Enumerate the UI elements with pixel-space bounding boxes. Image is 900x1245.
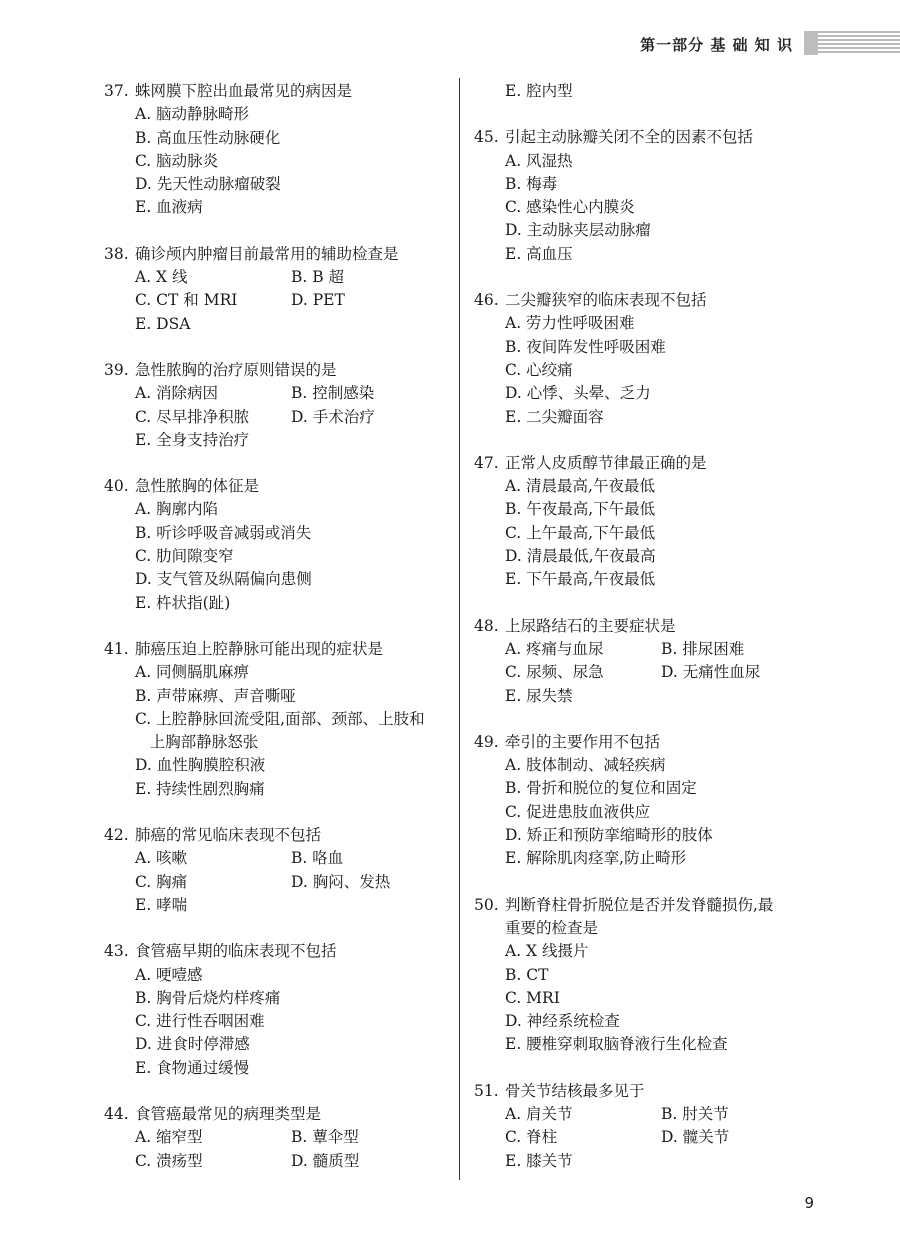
question-option: A. 清晨最高,午夜最低 (505, 477, 655, 496)
question-option: A. 同侧膈肌麻痹 (135, 663, 250, 682)
question-stem (104, 824, 454, 847)
question-option: E. 食物通过缓慢 (135, 1058, 250, 1077)
question-option: B. 胸骨后烧灼样疼痛 (135, 988, 281, 1007)
question-option: E. 膝关节 (505, 1151, 573, 1170)
question-option: D. 支气管及纵隔偏向患侧 (135, 570, 312, 589)
question-number: 47. (474, 453, 499, 472)
header-decoration-block (804, 31, 818, 55)
question-option: B. 肘关节 (661, 1104, 729, 1123)
question-option: D. 手术治疗 (291, 407, 375, 426)
question-option: A. 肩关节 (505, 1104, 573, 1123)
question-option: D. 神经系统检查 (505, 1012, 620, 1031)
question-item (104, 638, 454, 801)
question-number: 43. (104, 942, 129, 961)
question-option: A. 胸廓内陷 (135, 500, 219, 519)
question-option: A. 肢体制动、减轻疾病 (505, 756, 666, 775)
question-option: D. 进食时停滞感 (135, 1035, 250, 1054)
question-option: C. 上腔静脉回流受阻,面部、颈部、上肢和 (135, 709, 425, 728)
question-option-row (474, 661, 854, 684)
question-option: A. 风湿热 (505, 151, 573, 170)
question-option: B. 咯血 (291, 849, 344, 868)
question-option: E. 哮喘 (135, 895, 188, 914)
question-text: 蛛网膜下腔出血最常见的病因是 (135, 82, 353, 100)
question-text-continued: 重要的检查是 (505, 918, 599, 937)
question-option: D. 矫正和预防挛缩畸形的肢体 (505, 826, 713, 845)
question-option: E. 全身支持治疗 (135, 430, 250, 449)
question-text: 食管癌早期的临床表现不包括 (135, 942, 337, 961)
question-stem (474, 289, 854, 312)
question-option: A. 缩窄型 (135, 1128, 203, 1147)
question-number: 42. (104, 826, 129, 845)
question-option: B. 控制感染 (291, 384, 375, 403)
question-option: C. 尽早排净积脓 (135, 407, 250, 426)
question-number: 44. (104, 1104, 129, 1123)
question-option: E. 二尖瓣面容 (505, 407, 604, 426)
question-option-row (104, 1150, 454, 1173)
question-option-row (104, 1126, 454, 1149)
question-option: E. 解除肌肉痉挛,防止畸形 (505, 849, 687, 868)
question-option: C. CT 和 MRI (135, 291, 238, 310)
question-option: E. 腔内型 (505, 82, 573, 100)
question-text: 牵引的主要作用不包括 (505, 732, 661, 751)
question-item (104, 475, 454, 615)
question-option: B. 骨折和脱位的复位和固定 (505, 779, 697, 798)
question-stem (474, 1080, 854, 1103)
question-option: A. 疼痛与血尿 (505, 639, 604, 658)
question-item (104, 80, 454, 220)
question-option: A. 脑动静脉畸形 (135, 105, 250, 124)
question-number: 39. (104, 360, 129, 379)
question-item (104, 1103, 454, 1173)
right-column (474, 80, 854, 1173)
question-option: B. 高血压性动脉硬化 (135, 128, 281, 147)
question-option: E. 尿失禁 (505, 686, 573, 705)
question-item (104, 359, 454, 452)
question-text: 确诊颅内肿瘤目前最常用的辅助检查是 (135, 244, 399, 263)
question-option: A. 劳力性呼吸困难 (505, 314, 635, 333)
question-option: C. 进行性吞咽困难 (135, 1012, 265, 1031)
question-option: E. 腰椎穿刺取脑脊液行生化检查 (505, 1035, 728, 1054)
header-decoration-lines (818, 31, 900, 55)
question-option: D. 血性胸膜腔积液 (135, 756, 266, 775)
question-option: C. 促进患肢血液供应 (505, 802, 651, 821)
question-text: 骨关节结核最多见于 (505, 1081, 645, 1100)
question-option: B. 声带麻痹、声音嘶哑 (135, 686, 296, 705)
question-option: B. 听诊呼吸音减弱或消失 (135, 523, 312, 542)
question-text: 急性脓胸的治疗原则错误的是 (135, 360, 337, 379)
question-text: 食管癌最常见的病理类型是 (135, 1104, 322, 1123)
question-text: 肺癌的常见临床表现不包括 (135, 826, 322, 845)
question-item (474, 1080, 854, 1173)
question-number: 48. (474, 616, 499, 635)
question-option: D. 无痛性血尿 (661, 663, 761, 682)
continued-option-block (474, 80, 854, 103)
question-option: B. CT (505, 965, 549, 984)
question-option-row (104, 847, 454, 870)
question-option: B. 排尿困难 (661, 639, 745, 658)
question-option: C. 脊柱 (505, 1128, 558, 1147)
question-item (104, 243, 454, 336)
question-option: A. X 线 (135, 268, 188, 287)
question-option-row (104, 382, 454, 405)
question-text: 正常人皮质醇节律最正确的是 (505, 453, 707, 472)
question-number: 38. (104, 244, 129, 263)
question-option: E. 持续性剧烈胸痛 (135, 779, 265, 798)
question-stem (104, 638, 454, 661)
question-option: D. 髋关节 (661, 1128, 730, 1147)
question-option: A. X 线摄片 (505, 942, 589, 961)
question-option: D. 髓质型 (291, 1151, 360, 1170)
question-option-row (474, 638, 854, 661)
question-number: 40. (104, 477, 129, 496)
question-number: 46. (474, 291, 499, 310)
question-stem (474, 615, 854, 638)
question-option: B. 梅毒 (505, 174, 558, 193)
page-header-title: 第一部分 基 础 知 识 (640, 36, 793, 54)
question-option: B. B 超 (291, 268, 345, 287)
question-number: 49. (474, 732, 499, 751)
question-number: 51. (474, 1081, 499, 1100)
question-option: C. MRI (505, 988, 560, 1007)
question-text: 判断脊柱骨折脱位是否并发脊髓损伤,最 (505, 895, 774, 914)
question-item (474, 731, 854, 871)
question-option: A. 消除病因 (135, 384, 219, 403)
question-item (474, 126, 854, 266)
question-stem (104, 243, 454, 266)
question-option: C. 肋间隙变窄 (135, 547, 234, 566)
question-text: 急性脓胸的体征是 (135, 477, 260, 496)
question-option: C. 心绞痛 (505, 360, 573, 379)
question-stem (104, 475, 454, 498)
question-text: 上尿路结石的主要症状是 (505, 616, 676, 635)
question-option: B. 夜间阵发性呼吸困难 (505, 337, 666, 356)
question-item (474, 615, 854, 708)
question-text: 二尖瓣狭窄的临床表现不包括 (505, 291, 707, 310)
question-option: D. 胸闷、发热 (291, 872, 391, 891)
question-option: D. PET (291, 291, 345, 310)
question-stem (474, 894, 854, 917)
question-item (474, 452, 854, 592)
question-option-row (474, 1103, 854, 1126)
question-option: E. 高血压 (505, 244, 573, 263)
question-option-row (104, 871, 454, 894)
question-option: C. 脑动脉炎 (135, 151, 219, 170)
question-option: 上胸部静脉怒张 (135, 733, 259, 752)
question-item (474, 894, 854, 1057)
question-stem (474, 731, 854, 754)
question-number: 37. (104, 82, 129, 100)
question-option: A. 哽噎感 (135, 965, 203, 984)
question-number: 45. (474, 128, 499, 147)
question-option: D. 先天性动脉瘤破裂 (135, 175, 281, 194)
question-option: C. 感染性心内膜炎 (505, 198, 635, 217)
question-item (104, 940, 454, 1080)
question-option: E. 下午最高,午夜最低 (505, 570, 656, 589)
question-stem (104, 1103, 454, 1126)
question-number: 50. (474, 895, 499, 914)
question-option: E. 血液病 (135, 198, 203, 217)
question-option: A. 咳嗽 (135, 849, 188, 868)
question-option: D. 主动脉夹层动脉瘤 (505, 221, 651, 240)
question-option-row (474, 1126, 854, 1149)
question-option: B. 蕈伞型 (291, 1128, 359, 1147)
left-column (104, 80, 454, 1173)
question-option: E. 杵状指(趾) (135, 593, 231, 612)
question-option-row (104, 266, 454, 289)
column-divider (459, 78, 460, 1180)
question-number: 41. (104, 639, 129, 658)
question-stem (104, 940, 454, 963)
question-option: B. 午夜最高,下午最低 (505, 500, 656, 519)
question-stem (104, 80, 454, 103)
question-item (474, 289, 854, 429)
question-text: 肺癌压迫上腔静脉可能出现的症状是 (135, 639, 384, 658)
question-stem (104, 359, 454, 382)
question-option: D. 清晨最低,午夜最高 (505, 547, 656, 566)
question-stem (474, 126, 854, 149)
question-stem (474, 452, 854, 475)
question-option-row (104, 406, 454, 429)
question-option: C. 胸痛 (135, 872, 188, 891)
question-option: C. 上午最高,下午最低 (505, 523, 656, 542)
question-option: C. 溃疡型 (135, 1151, 203, 1170)
question-option: C. 尿频、尿急 (505, 663, 604, 682)
question-option-row (104, 289, 454, 312)
page-number: 9 (804, 1194, 814, 1212)
question-text: 引起主动脉瓣关闭不全的因素不包括 (505, 128, 754, 147)
question-option: D. 心悸、头晕、乏力 (505, 384, 651, 403)
question-option: E. DSA (135, 314, 191, 333)
question-item (104, 824, 454, 917)
